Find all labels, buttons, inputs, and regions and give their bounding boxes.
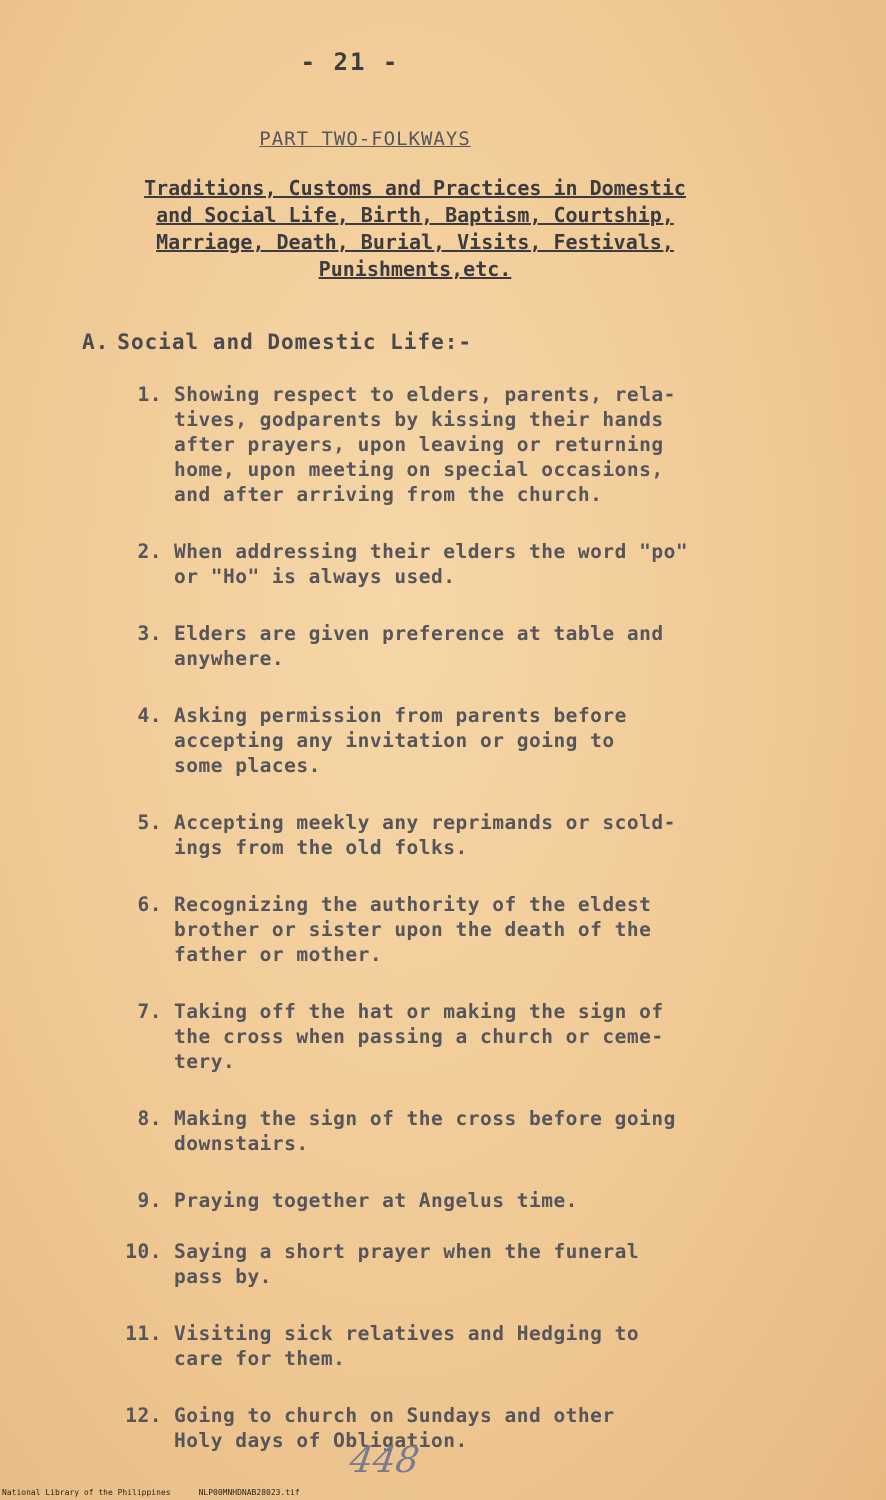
item-number: 12.	[125, 1404, 162, 1427]
list-item	[110, 382, 800, 507]
item-number: 5.	[137, 811, 162, 834]
item-text: Saying a short prayer when the funeral pass by.	[174, 1240, 640, 1288]
list-item	[110, 703, 800, 778]
item-number: 2.	[137, 540, 162, 563]
list-item	[110, 1321, 800, 1371]
item-text: Accepting meekly any reprimands or scold- ings from the old folks.	[174, 811, 676, 859]
part-title: PART TWO-FOLKWAYS	[259, 128, 471, 150]
subtitle-text: Traditions, Customs and Practices in Domestic and Social Life, Birth, Baptism, Courtship, Marriage, Death, Burial, Visits, Festivals, Punishments,etc.	[144, 176, 686, 281]
list-item	[110, 999, 800, 1074]
item-number: 10.	[125, 1240, 162, 1263]
item-number: 7.	[137, 1000, 162, 1023]
item-number: 6.	[137, 893, 162, 916]
handwritten-page-number: 448	[347, 1440, 422, 1481]
item-number: 4.	[137, 704, 162, 727]
item-text: Making the sign of the cross before going downstairs.	[174, 1107, 676, 1155]
scan-footer	[2, 1488, 328, 1497]
subtitle	[70, 175, 760, 283]
page-number: - 21 -	[300, 48, 400, 76]
footer-library: National Library of the Philippines	[2, 1488, 171, 1497]
item-text: Praying together at Angelus time.	[174, 1189, 578, 1212]
section-heading-text: Social and Domestic Life:-	[117, 330, 473, 354]
item-number: 9.	[137, 1189, 162, 1212]
list-item	[110, 1239, 800, 1289]
list-item	[110, 539, 800, 589]
item-text: Recognizing the authority of the eldest brother or sister upon the death of the father or mother.	[174, 893, 652, 966]
item-text: Taking off the hat or making the sign of the cross when passing a church or ceme- tery.	[174, 1000, 664, 1073]
list-item	[110, 892, 800, 967]
footer-filename: NLP00MNHDNAB28023.tif	[198, 1488, 300, 1497]
item-text: Going to church on Sundays and other Holy days of Obligation.	[174, 1404, 615, 1452]
list-item	[110, 810, 800, 860]
item-number: 3.	[137, 622, 162, 645]
item-number: 11.	[125, 1322, 162, 1345]
item-text: When addressing their elders the word "po" or "Ho" is always used.	[174, 540, 689, 588]
section-heading	[82, 330, 472, 354]
list-item	[110, 1188, 800, 1213]
item-text: Visiting sick relatives and Hedging to care for them.	[174, 1322, 640, 1370]
item-text: Elders are given preference at table and anywhere.	[174, 622, 664, 670]
item-number: 8.	[137, 1107, 162, 1130]
section-marker: A.	[82, 330, 110, 354]
list-item	[110, 1106, 800, 1156]
item-text: Showing respect to elders, parents, rela- tives, godparents by kissing their hands after prayers, upon leaving or returning home, upon meeting on special occasions, and after arriving from the church.	[174, 383, 676, 506]
item-text: Asking permission from parents before accepting any invitation or going to some places.	[174, 704, 627, 777]
list-item	[110, 621, 800, 671]
practices-list	[110, 382, 800, 1453]
list-item	[110, 1403, 800, 1453]
item-number: 1.	[137, 383, 162, 406]
